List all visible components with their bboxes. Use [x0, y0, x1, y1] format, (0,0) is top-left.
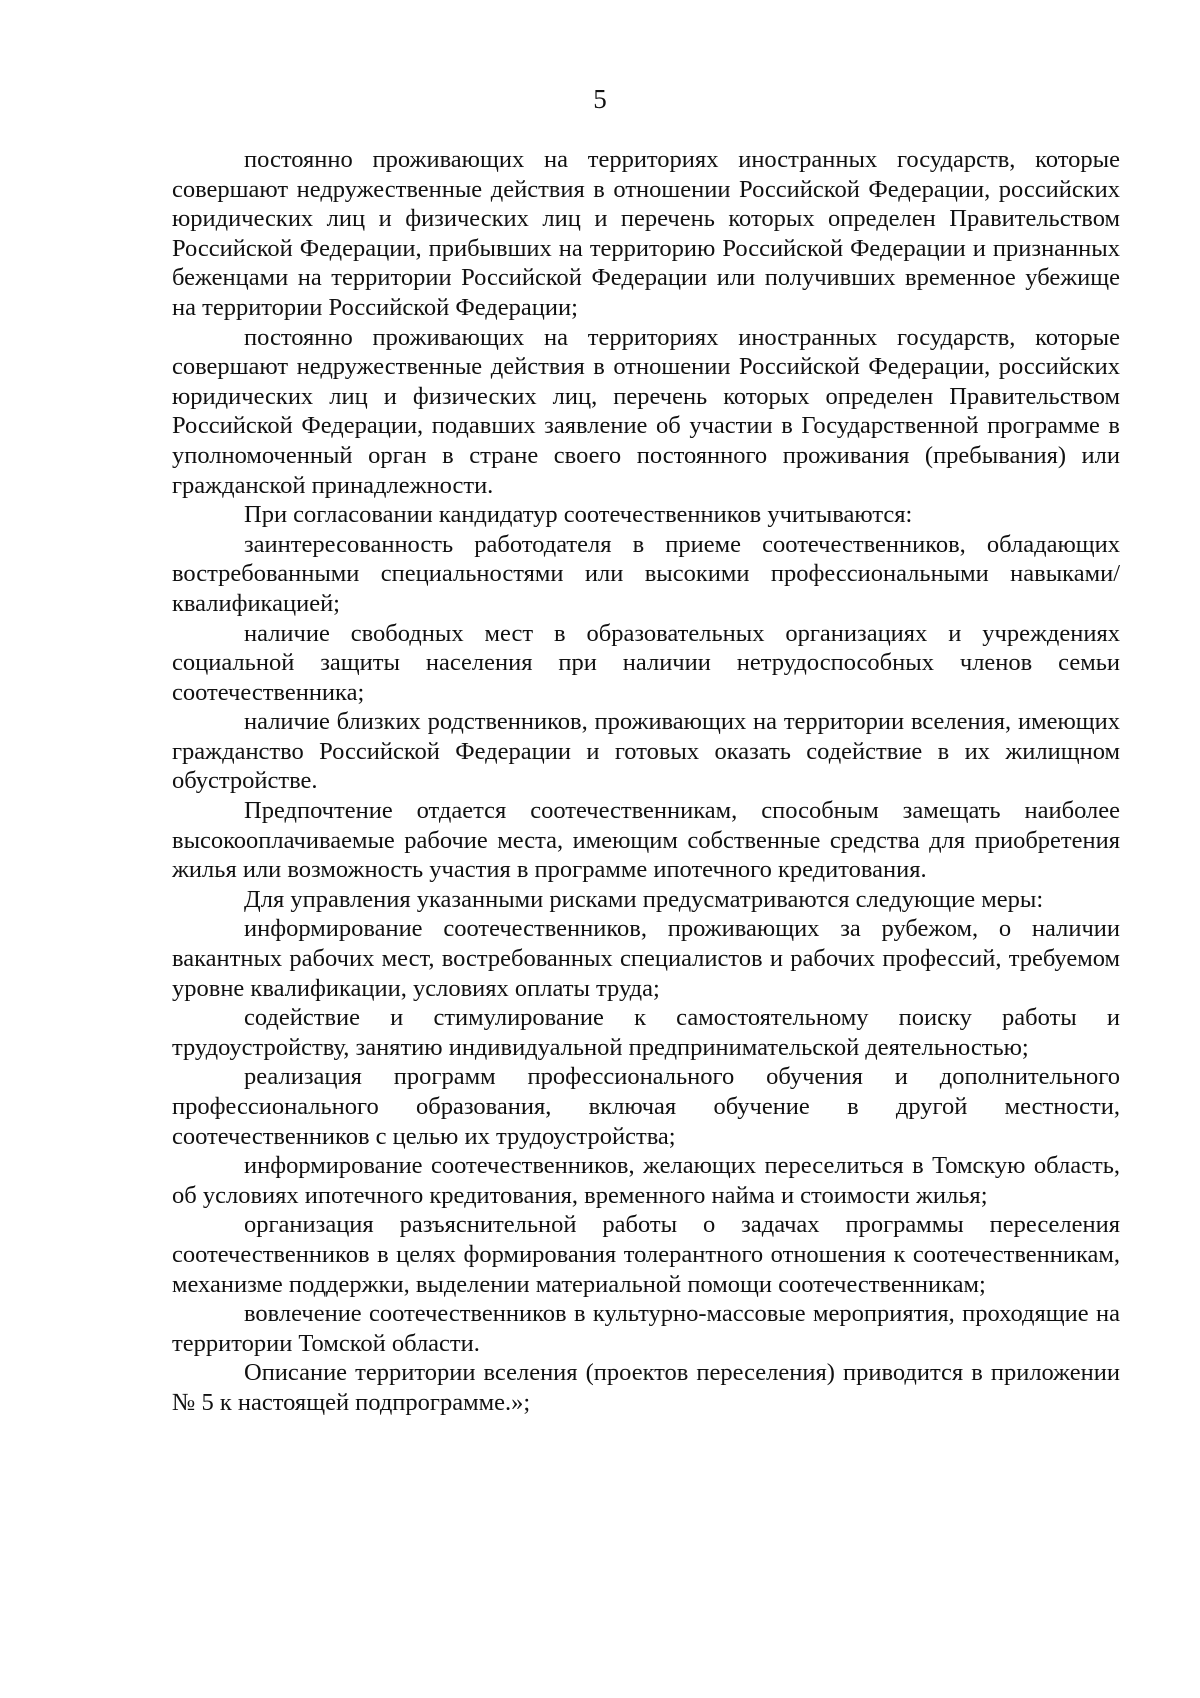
paragraph: информирование соотечественников, проживающих за рубежом, о наличии вакантных рабочих мест, востребованных специалистов и рабочих профессий, требуемом уровне квалификации, условиях оплаты труда; [172, 915, 1120, 1002]
paragraph: При согласовании кандидатур соотечественников учитываются: [244, 501, 913, 529]
paragraph: наличие близких родственников, проживающих на территории вселения, имеющих гражданство Российской Федерации и готовых оказать содействие в их жилищном обустройстве. [172, 708, 1120, 795]
paragraph: постоянно проживающих на территориях иностранных государств, которые совершают недружественные действия в отношении Российской Федерации, российских юридических лиц и физических лиц и перечень которых определен Правительством Российской Федерации, прибывших на территорию Российской Федерации и признанных беженцами на территории Российской Федерации или получивших временное убежище на территории Российской Федерации; [172, 146, 1120, 321]
paragraph: Описание территории вселения (проектов переселения) приводится в приложении № 5 к настоящей подпрограмме.»; [172, 1359, 1120, 1416]
document-body [172, 145, 1120, 1418]
paragraph: постоянно проживающих на территориях иностранных государств, которые совершают недружественные действия в отношении Российской Федерации, российских юридических лиц и физических лиц, перечень которых определен Правительством Российской Федерации, подавших заявление об участии в Государственной программе в уполномоченный орган в стране своего постоянного проживания (пребывания) или гражданской принадлежности. [172, 323, 1120, 499]
paragraph: Для управления указанными рисками предусматриваются следующие меры: [244, 885, 1044, 913]
paragraph: Предпочтение отдается соотечественникам, способным замещать наиболее высокооплачиваемые рабочие места, имеющим собственные средства для приобретения жилья или возможность участия в программе ипотечного кредитования. [172, 797, 1120, 884]
paragraph: заинтересованность работодателя в приеме соотечественников, обладающих востребованными специальностями или высокими профессиональными навыками/квалификацией; [172, 530, 1120, 617]
paragraph: наличие свободных мест в образовательных организациях и учреждениях социальной защиты населения при наличии нетрудоспособных членов семьи соотечественника; [172, 619, 1120, 706]
paragraph: реализация программ профессионального обучения и дополнительного профессионального образования, включая обучение в другой местности, соотечественников с целью их трудоустройства; [172, 1063, 1120, 1150]
paragraph: вовлечение соотечественников в культурно-массовые мероприятия, проходящие на территории Томской области. [172, 1300, 1120, 1357]
paragraph: содействие и стимулирование к самостоятельному поиску работы и трудоустройству, занятию индивидуальной предпринимательской деятельностью; [172, 1004, 1120, 1061]
page-number: 5 [593, 84, 607, 114]
paragraph: информирование соотечественников, желающих переселиться в Томскую область, об условиях ипотечного кредитования, временного найма и стоимости жилья; [172, 1152, 1120, 1209]
paragraph: организация разъяснительной работы о задачах программы переселения соотечественников в целях формирования толерантного отношения к соотечественникам, механизме поддержки, выделении материальной помощи соотечественникам; [172, 1211, 1120, 1298]
